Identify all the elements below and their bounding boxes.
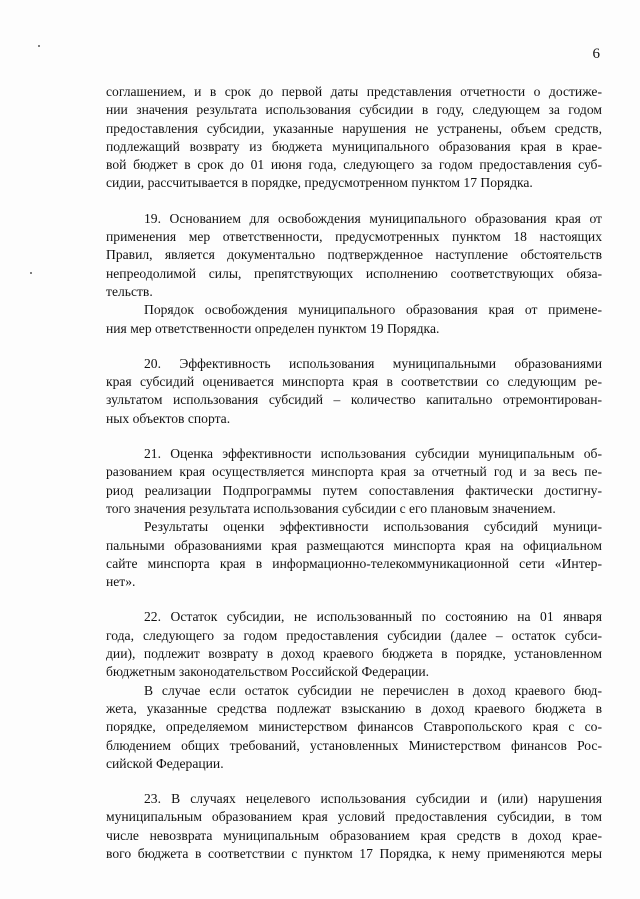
text-line: 19. Основанием для освобождения муниципального образования края от	[144, 210, 602, 226]
text-line: 23. В случаях нецелевого использования субсидии и (или) нарушения	[144, 791, 602, 807]
text-line: В случае если остаток субсидии не перечислен в доход краевого бюд-	[144, 682, 602, 698]
text-line: числе невозврата муниципальным образованием края средств в доход крае-	[106, 827, 602, 843]
text-line: нии значения результата использования субсидии в году, следующем за годом	[106, 102, 602, 118]
text-line: сийской Федерации.	[106, 755, 224, 771]
text-line: ния мер ответственности определен пунктом 19 Порядка.	[106, 320, 440, 336]
text-line: непреодолимой силы, препятствующих исполнению соответствующих обяза-	[106, 265, 602, 281]
document-body	[106, 83, 602, 863]
text-line: пальными образованиями края размещаются минспорта края на официальном	[106, 537, 602, 553]
text-line: Результаты оценки эффективности использования субсидий муници-	[144, 519, 602, 535]
text-line: подлежащий возврату из бюджета муниципального образования края в крае-	[106, 138, 602, 154]
paragraph-19	[106, 210, 602, 338]
text-line: сайте минспорта края в информационно-телекоммуникационной сети «Интер-	[106, 555, 602, 571]
text-line: нет».	[106, 574, 136, 590]
text-line: порядке, определяемом министерством финансов Ставропольского края с со-	[106, 719, 602, 735]
text-line: края субсидий оценивается минспорта края в соответствии со следующим ре-	[106, 374, 602, 390]
paragraph-20	[106, 355, 602, 428]
text-line: вого бюджета в соответствии с пунктом 17 Порядка, к нему применяются меры	[106, 845, 602, 861]
text-line: зультатом использования субсидий – количество капитально отремонтирован-	[106, 392, 602, 408]
text-line: сидии, рассчитывается в порядке, предусмотренном пунктом 17 Порядка.	[106, 175, 533, 191]
paragraph-22	[106, 608, 602, 773]
text-line: блюдением общих требований, установленных Министерством финансов Рос-	[106, 737, 602, 753]
text-line: вой бюджет в срок до 01 июня года, следующего за годом предоставления суб-	[106, 157, 602, 173]
text-line: Правил, является документально подтвержденное наступление обстоятельств	[106, 247, 602, 263]
text-line: применения мер ответственности, предусмотренных пунктом 18 настоящих	[106, 229, 602, 245]
text-line: разованием края осуществляется минспорта края за отчетный год и за весь пе-	[106, 464, 602, 480]
text-line: того значения результата использования субсидии с его плановым значением.	[106, 500, 556, 516]
scan-speck	[30, 272, 32, 274]
text-line: бюджетным законодательством Российской Федерации.	[106, 664, 430, 680]
page-number: 6	[592, 46, 600, 62]
text-line: муниципальным образованием края условий предоставления субсидии, в том	[106, 809, 602, 825]
paragraph-21	[106, 445, 602, 591]
text-line: жета, указанные средства подлежат взысканию в доход краевого бюджета в	[106, 700, 602, 716]
text-line: Порядок освобождения муниципального образования края от примене-	[144, 302, 602, 318]
paragraph-continuation	[106, 83, 602, 193]
text-line: 20. Эффективность использования муниципальными образованиями	[144, 355, 602, 371]
text-line: тельств.	[106, 283, 153, 299]
text-line: 22. Остаток субсидии, не использованный по состоянию на 01 января	[144, 609, 602, 625]
text-line: предоставления субсидии, указанные нарушения не устранены, объем средств,	[106, 120, 602, 136]
text-line: ных объектов спорта.	[106, 410, 231, 426]
text-line: соглашением, и в срок до первой даты представления отчетности о достиже-	[106, 84, 602, 99]
scan-speck	[38, 45, 40, 47]
text-line: 21. Оценка эффективности использования субсидии муниципальным об-	[144, 446, 602, 462]
text-line: риод реализации Подпрограммы путем сопоставления фактически достигну-	[106, 482, 602, 498]
text-line: года, следующего за годом предоставления субсидии (далее – остаток субси-	[106, 627, 602, 643]
paragraph-23	[106, 790, 602, 863]
text-line: дии), подлежит возврату в доход краевого бюджета в порядке, установленном	[106, 646, 602, 662]
